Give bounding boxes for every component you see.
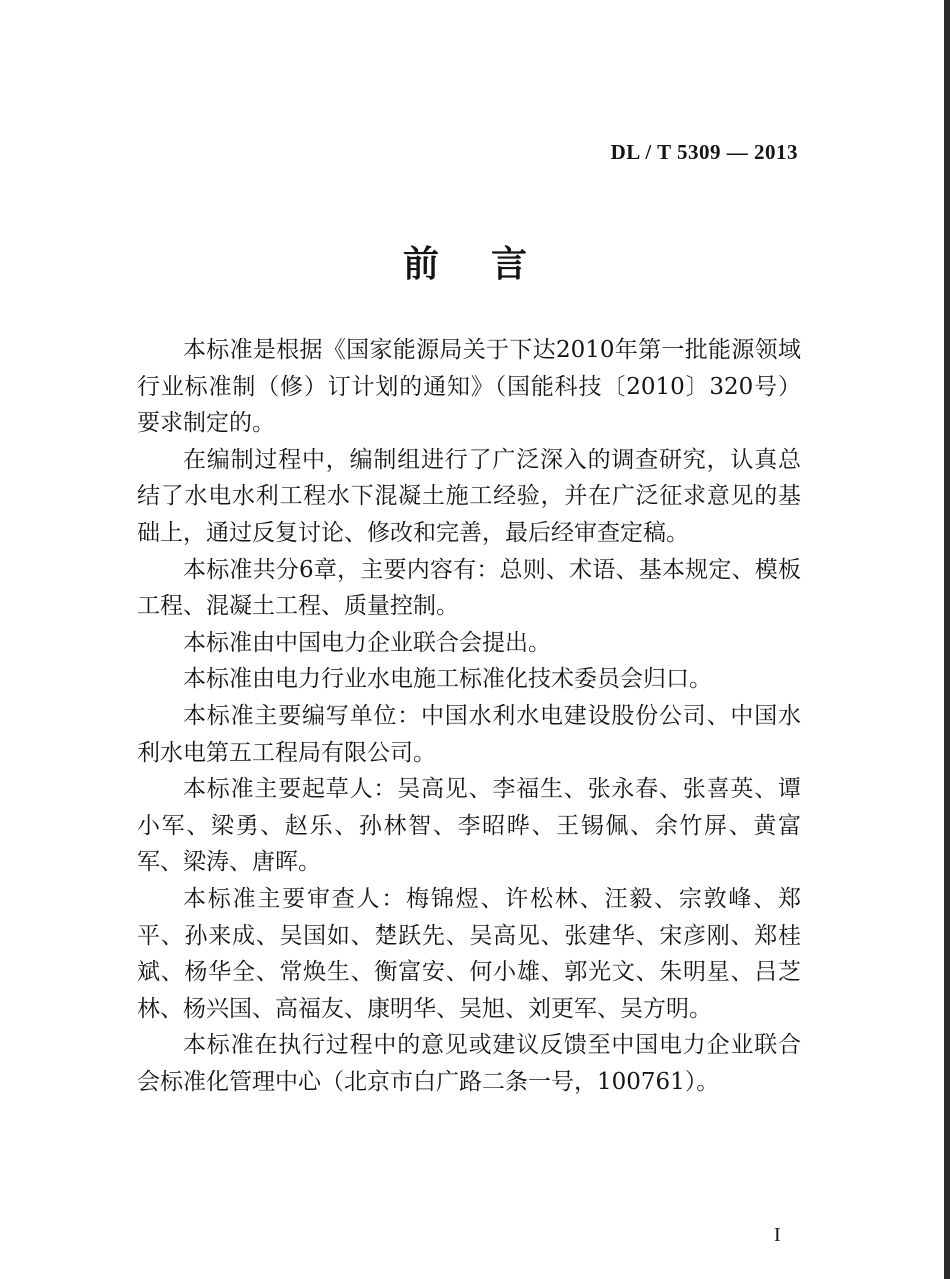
scan-edge-bar	[944, 0, 950, 1279]
page-title: 前言	[402, 243, 579, 285]
page-number: I	[774, 1224, 781, 1246]
paragraph-proposer: 本标准由中国电力企业联合会提出。	[183, 629, 551, 656]
paragraph-contents: 本标准共分6章，主要内容有：总则、术语、基本规定、模板工程、混凝土工程、质量控制。	[137, 556, 801, 620]
paragraph-source: 本标准是根据《国家能源局关于下达2010年第一批能源领域行业标准制（修）订计划的通知》（国能科技〔2010〕320号）要求制定的。	[137, 337, 801, 437]
paragraph-drafters: 本标准主要起草人：吴高见、李福生、张永春、张喜英、谭小军、梁勇、赵乐、孙林智、李昭晔、王锡佩、余竹屏、黄富军、梁涛、唐晖。	[137, 776, 801, 876]
paragraph-management: 本标准由电力行业水电施工标准化技术委员会归口。	[183, 666, 712, 693]
preface-body	[137, 332, 801, 1100]
paragraph-feedback: 本标准在执行过程中的意见或建议反馈至中国电力企业联合会标准化管理中心（北京市白广路二条一号，100761）。	[137, 1032, 801, 1095]
paragraph-reviewers: 本标准主要审查人：梅锦煜、许松林、汪毅、宗敦峰、郑平、孙来成、吴国如、楚跃先、吴高见、张建华、宋彦刚、郑桂斌、杨华全、常焕生、衡富安、何小雄、郭光文、朱明星、吕芝林、杨兴国、高福友、康明华、吴旭、刘更军、吴方明。	[137, 885, 801, 1022]
document-code: DL / T 5309 — 2013	[610, 140, 798, 164]
paragraph-process: 在编制过程中，编制组进行了广泛深入的调查研究，认真总结了水电水利工程水下混凝土施工经验，并在广泛征求意见的基础上，通过反复讨论、修改和完善，最后经审查定稿。	[137, 446, 801, 546]
paragraph-drafting-units: 本标准主要编写单位：中国水利水电建设股份公司、中国水利水电第五工程局有限公司。	[137, 702, 801, 766]
